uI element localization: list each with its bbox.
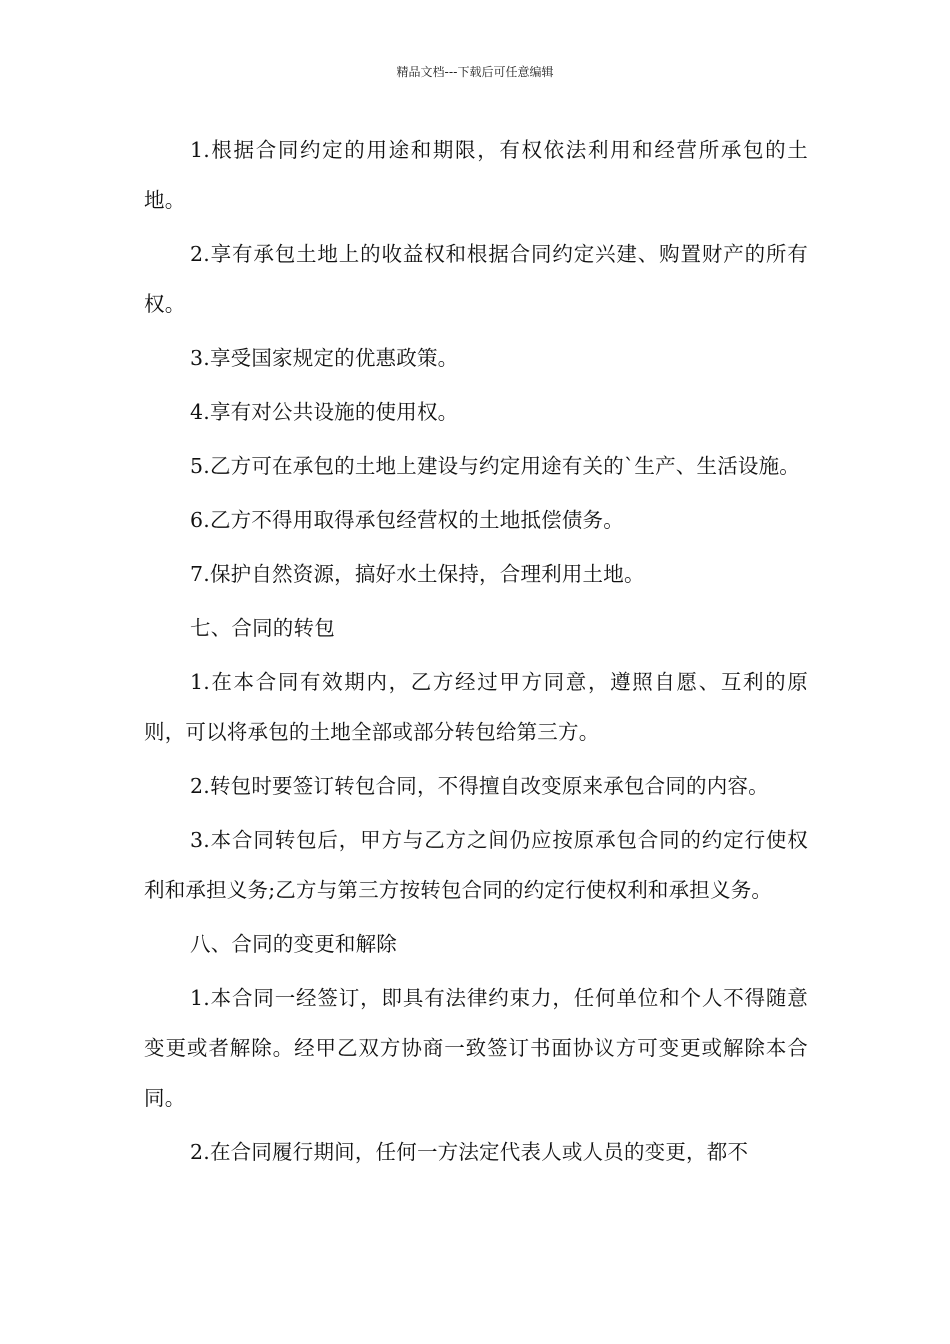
paragraph-sublease-1: 1.在本合同有效期内，乙方经过甲方同意，遵照自愿、互利的原则，可以将承包的土地全部或部分转包给第三方。 [144,670,808,744]
paragraph-obligation-6: 6.乙方不得用取得承包经营权的土地抵偿债务。 [190,508,624,532]
paragraph-obligation-7: 7.保护自然资源，搞好水土保持，合理利用土地。 [190,562,645,586]
paragraph-change-1: 1.本合同一经签订，即具有法律约束力，任何单位和个人不得随意变更或者解除。经甲乙双方协商一致签订书面协议方可变更或解除本合同。 [144,986,808,1110]
section-heading-change-termination: 八、合同的变更和解除 [190,932,397,956]
document-body [144,125,808,1181]
paragraph-sublease-3: 3.本合同转包后，甲方与乙方之间仍应按原承包合同的约定行使权利和承担义务;乙方与第三方按转包合同的约定行使权利和承担义务。 [144,828,808,902]
paragraph-right-2: 2.享有承包土地上的收益权和根据合同约定兴建、购置财产的所有权。 [144,242,808,316]
paragraph-change-2: 2.在合同履行期间，任何一方法定代表人或人员的变更，都不 [190,1140,749,1164]
section-heading-sublease: 七、合同的转包 [190,616,335,640]
paragraph-right-3: 3.享受国家规定的优惠政策。 [190,346,459,370]
page-header: 精品文档---下载后可任意编辑 [396,65,554,79]
paragraph-right-1: 1.根据合同约定的用途和期限，有权依法利用和经营所承包的土地。 [144,138,808,212]
paragraph-sublease-2: 2.转包时要签订转包合同，不得擅自改变原来承包合同的内容。 [190,774,769,798]
paragraph-right-4: 4.享有对公共设施的使用权。 [190,400,459,424]
paragraph-right-5: 5.乙方可在承包的土地上建设与约定用途有关的`生产、生活设施。 [190,454,801,478]
